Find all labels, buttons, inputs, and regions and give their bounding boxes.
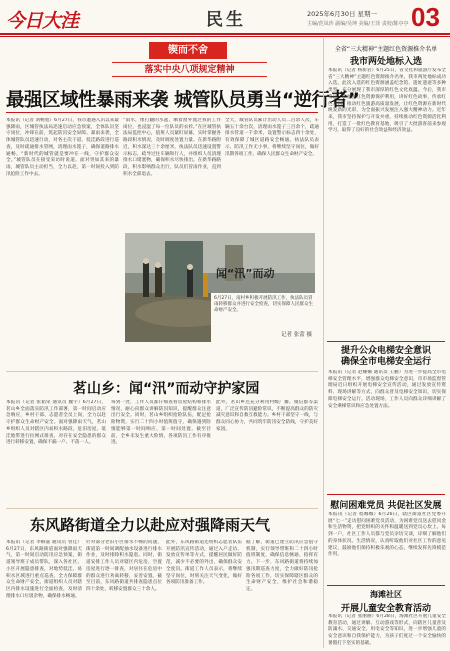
second-col-1: 本报讯（记者 张韬荣 通讯员 魏宇）6月27日，茗山乡全面落实防汛工作部署，第一时间启动应急响应，乡村干部、志愿者全员上岗，全力以赴守护群众生命财产安全。面对强降雨天气，茗山乡组织人员对辖区内易积水路段、危旧房屋、低洼地带进行拉网式排查，对存在安全隐患的群众进行转移安置，确保不漏一户、不落一人。 [6, 400, 106, 446]
sidebar-4-body: 本报讯（记者 张丽丽）6月28日，海滩社区开展儿童安全教育活动，通过讲解、互动游戏等形式，向辖区儿童普及防溺水、交通安全、用电安全等知识，进一步增强儿童的安全意识和自我保护能力，为孩子们度过一个安全愉快的暑假打下坚实的基础。 [328, 614, 446, 646]
sidebar-2-headline: 提升公众电梯安全意识 确保全市电梯安全运行 [340, 346, 431, 367]
masthead-rule [0, 33, 450, 35]
sidebar-separator-3 [327, 585, 445, 586]
date-line: 2025年6月30日 星期一 [307, 10, 378, 18]
newspaper-logo: 今日大洼 [6, 10, 79, 32]
column-kicker: 锲而不舍 [149, 42, 227, 59]
column-kicker-sub: 落实中央八项规定精神 [112, 62, 267, 77]
rescue-photo [125, 233, 315, 342]
sidebar-separator-2 [327, 494, 445, 495]
second-col-3: 此外，茗山乡还充分利用村级广播、微信群等渠道，广泛宣传防汛避险常识，不断提高群众的防灾减灾意识和自救互救能力。乡村干部坚守一线，与群众同心协力，共同筑牢防汛安全防线，守护美好家园。 [216, 400, 318, 432]
photo-caption: 6月27日，南村乡积极开展防汛工作，执法队员冒雨转移群众并进行安全检查，切实保障人民群众生命财产安全。 [214, 296, 313, 313]
masthead-rule-thin [0, 36, 450, 37]
section-divider [6, 371, 318, 372]
lead-col-1: 本报讯（记者 刘畅旭）6月27日，我市遭遇入汛以来最强降雨，区城管执法局迅速启动应急预案，全体队员坚守岗位，冲锋在前，筑起防汛安全屏障。暴雨来袭，全体城管队员迅速行动，对各主次干道、低洼路段进行巡查，及时疏通排水管网，清理雨水篦子，确保道路排水通畅。“新时代的城管就是要冲在一线，守护群众安全。”城管队员在接受采访时说道。面对突如其来的暴雨，城管队员主动担当，全力以赴，第一时间投入到防汛抢险工作中去。 [6, 118, 119, 177]
sidebar-4-kicker: 海滩社区 [370, 590, 402, 599]
sidebar-2-body: 本报讯（记者 赵姗姗 通讯员 王鹏）为进一步提高全市电梯安全管理水平，增强群众电梯安全意识，市市场监督管理局近日组织开展电梯安全宣传活动，通过发放宣传资料、现场讲解等方式，向群众普及电梯安全知识，切实保障电梯安全运行。活动现场，工作人员向群众详细讲解了安全乘梯常识和应急处置方法。 [328, 370, 446, 409]
lead-col-3: 全天，城管队员累计出动人员二百余人次，车辆五十余台次，清理雨水篦子三百余个，疏通排水管道一千余米，设置警示标志四十余处，有效保障了城区道路安全畅通。执法队员表示，防汛工作无小事，将继续坚守岗位，做好汛期各项工作，确保人民群众生命财产安全。 [225, 118, 319, 157]
second-col-2: 每到一处，工作人员都仔细查看房屋结构和排水情况，耐心向群众讲解防汛知识，提醒群众注意出行安全。同时，茗山乡组织抢险队伍，配足抢险物资，实行二十四小时值班值守，确保遇到险情能够第一时间响应、第一时间处置。截至目前，全乡未发生重大险情，各项防汛工作有序推进。 [111, 400, 211, 446]
third-col-2: 针对部分老旧小区排水不畅的问题，街道第一时间调配抽水设备进行排水作业，及时排除积水隐患。同时，街道安排工作人员对辖区内危房、空置房屋进行逐一排查，对居住在危房中的群众进行劝离转移，妥善安置。截至目前，东风路街道共排查隐患点位四十余处，转移安置群众三十余人。 [86, 540, 162, 592]
sidebar-1-headline: 我市两处地标入选 [349, 57, 422, 67]
third-col-3: 此外，东风路街道还组织志愿者队伍开展防汛宣传活动，通过入户走访、发放宣传单等方式，提醒居民做好防范，减少不必要的外出，确保群众安全度汛。街道工作人员表示，将继续坚守岗位，时刻关注天气变化，做好各项防汛准备工作。 [166, 540, 242, 586]
sidebar-1-body: 本报讯（记者 杨新岩）6月25日，省文化和旅游厅发布全省“三大精神”主题红色资源推介名单，我市两处地标成功入选。此次入选的红色资源涵盖纪念馆、遗址遗迹等多种类型，充分展现了我市深厚的红色文化底蕴。今后，我市将进一步加强红色资源保护利用，讲好红色故事，传承红色基因，推动红色旅游高质量发展，让红色资源在新时代焕发新的光彩，为全面振兴发展注入强大精神动力。近年来，我市坚持保护与开发并重，持续推动红色资源活化利用，打造了一批红色教育基地，吸引了大批游客前来参观学习，取得了良好的社会效益和经济效益。 [328, 68, 446, 134]
right-sidebar [323, 38, 447, 648]
sidebar-1-kicker: 全省“三大精神”主题红色资源推介名单 [334, 46, 438, 53]
third-col-1: 本报讯（记者 李桐嘉 通讯员 曾佳）6月27日，东风路街道面对强降雨天气，第一时间启动防汛应急预案，街道领导班子成员带队，深入各社区、小区开展隐患排查，对地势低洼、易积水区域进行重点巡查，全力保障群众生命财产安全。街道组织人员对辖区内排水设施进行全面检查，及时清理排水口垃圾杂物，确保排水畅通。 [6, 540, 82, 599]
section-name: 民生 [206, 10, 246, 30]
sidebar-3-headline: 慰问困难党员 共促社区发展 [330, 501, 442, 511]
photo-credit: 记者 张蕾 摄 [281, 332, 312, 338]
photo-title: 闻“汛”而动 [216, 267, 275, 280]
lead-headline: 最强区域性暴雨来袭 城管队员勇当“逆行者” [6, 90, 360, 111]
sidebar-3-body: 本报讯（记者 程娜娜）6月26日，辖区街道社区党委开展“七一”走访慰问困难党员活动，为困难党员送去慰问金和生活物资，把党组织的关怀和温暖送到党员心坎上。每到一户，社区工作人员都与党员亲切交谈，详细了解他们的身体状况、生活情况，认真听取他们对社区工作的意见建议，鼓励他们保持积极乐观的心态，继续发挥先锋模范作用。 [328, 512, 446, 558]
editor-line: 主编/范凤珍 副编/吴坤 美编/王泽 责校/陈亭亭 [307, 21, 409, 27]
sidebar-4-headline: 开展儿童安全教育活动 [340, 604, 431, 614]
lead-col-2: “雨水，像打翻的水盆，顺着窗外流过我的工作岗位，也浸湿了每一位队员的衣衫。”在区城管执法局监控中心，值班人员紧盯屏幕，实时掌握各路段积水情况，及时调度处置力量。在新华路附近，积水深达三十余厘米，执法队员迅速设置警示标志，疏导过往车辆和行人，并组织人员清理排水口堵塞物，确保积水尽快排出。在新华路路段，积水影响群众出行，队员们冒雨作业，直到积水全部退去。 [123, 118, 221, 177]
third-headline: 东风路街道全力以赴应对强降雨天气 [30, 516, 271, 534]
sidebar-separator-1 [327, 341, 445, 342]
third-col-4: 据了解，街道已建立防汛应急值守机制，实行领导带班和二十四小时值班制度，确保信息畅通、指挥有力。下一步，东风路街道将持续加强汛期巡查力度，全力做好防汛抢险各项工作，切实保障辖区群众的生命财产安全，维护社会和谐稳定。 [246, 540, 318, 592]
page-number: 03 [411, 2, 440, 32]
headline-rule [6, 112, 318, 113]
second-headline: 茗山乡：闻“汛”而动守护家园 [73, 381, 260, 397]
section-divider-2 [6, 508, 318, 509]
